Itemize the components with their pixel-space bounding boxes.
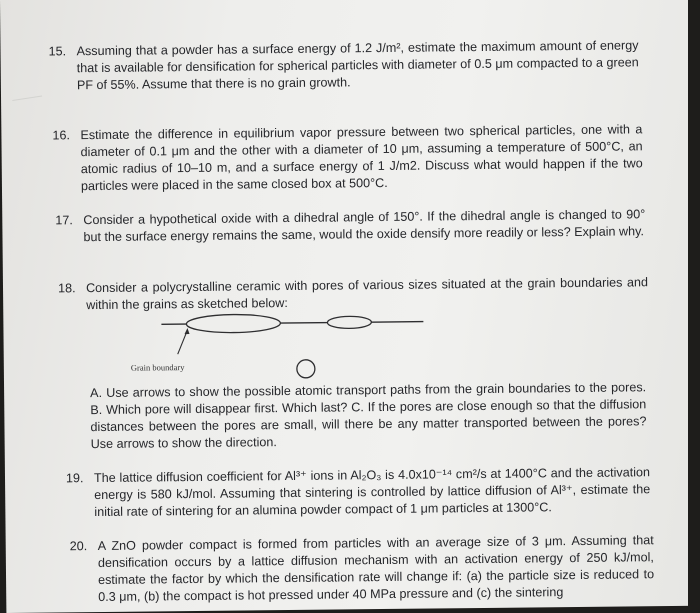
question-number: 18. (57, 281, 76, 296)
question-number: 19. (65, 471, 84, 486)
question-19 (65, 464, 651, 521)
large-pore (186, 314, 280, 333)
question-20 (69, 532, 655, 606)
grain-boundary-sketch (153, 307, 434, 390)
question-text: Estimate the difference in equilibrium vapor pressure between two spherical particles, one with a diameter of 0.1 μm and the other with a diameter of 10 μm, assuming a temperature of 500°C, an atomic radius of 10–10 m, and a surface energy of 1 J/m2. Discuss what would happen if the two particles were placed in the same closed box at 500°C. (80, 122, 643, 194)
pointer-arrowhead (184, 328, 189, 334)
background-edge (688, 0, 700, 613)
question-text: A ZnO powder compact is formed from particles with an average size of 3 μm. Assuming that densification occurs by a lattice diffusion mechanism with an activation energy of 250 kJ/mol, estimate the factor by which the densification rate will change if: (a) the particle size is reduced to 0.3 μm, (b) the compact is hot pressed under 40 MPa pressure and (c) the sintering (97, 533, 655, 605)
question-text: Consider a polycrystalline ceramic with pores of various sizes situated at the grain boundaries and within the grains as sketched below: (85, 275, 649, 313)
question-text: Assuming that a powder has a surface energy of 1.2 J/m², estimate the maximum amount of energy that is available for densification for spherical particles with diameter of 0.5 μm compacted to a green PF of 55%. Assume that there is no grain growth. (76, 38, 639, 93)
question-18-subtext: A. Use arrows to show the possible atomic transport paths from the grain boundaries to the pores. B. Which pore will disappear first. Which last? C. If the pores are close enough so that the diffusion distances between the pores are small, will there be any matter transported between the pores? Use arrows to show the direction. (90, 380, 647, 452)
question-number: 16. (52, 128, 71, 143)
question-number: 15. (48, 44, 67, 59)
question-number: 17. (55, 213, 73, 228)
pencil-mark (12, 96, 44, 113)
small-boundary-pore (327, 316, 371, 328)
intragranular-pore (297, 360, 315, 378)
question-text: The lattice diffusion coefficient for Al³⁺ ions in Al₂O₃ is 4.0x10⁻¹⁴ cm²/s at 1400°C and the activation energy is 580 kJ/mol. Assuming that sintering is controlled by lattice diffusion of Al³⁺, estimate the initial rate of sintering for an alumina powder compact of 1 μm particles at 1300°C. (93, 465, 651, 520)
question-17 (55, 206, 646, 246)
question-number: 20. (69, 539, 88, 554)
question-16 (52, 121, 643, 195)
grain-boundary-label: Grain boundary (130, 362, 185, 373)
question-15 (48, 37, 639, 94)
question-text: Consider a hypothetical oxide with a dihedral angle of 150°. If the dihedral angle is changed to 90° but the surface energy remains the same, would the oxide densify more readily or less? Explain why. (83, 207, 646, 245)
